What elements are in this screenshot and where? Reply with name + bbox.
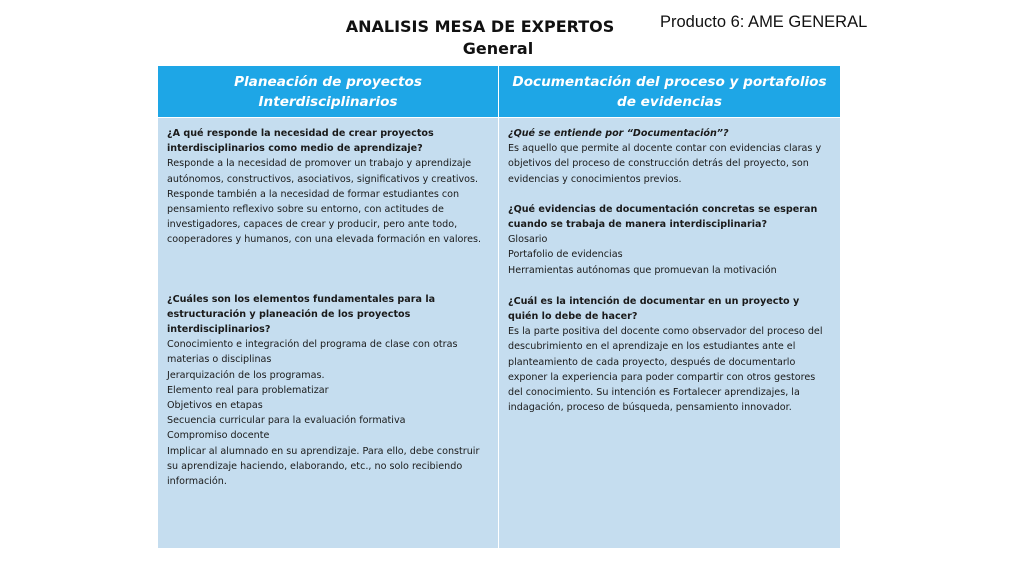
list-item: Glosario — [508, 234, 548, 246]
list-item: Portafolio de evidencias — [508, 249, 623, 261]
column-header-documentacion-text: Documentación del proceso y portafolios de evidencias — [512, 73, 827, 110]
list-item: Herramientas autónomas que promuevan la motivación — [508, 264, 777, 276]
list-item: Secuencia curricular para la evaluación formativa — [167, 415, 406, 427]
list-item: Jerarquización de los programas. — [167, 369, 325, 381]
documentacion-answer-1: Es aquello que permite al docente contar con evidencias claras y objetivos del proceso de construcción detrás del proyecto, son evidencias y conocimientos previos. — [508, 143, 822, 185]
experts-table — [158, 66, 840, 548]
planeacion-question-2: ¿Cuáles son los elementos fundamentales para la estructuración y planeación de los proyectos interdisciplinarios? — [167, 293, 436, 336]
list-item: Elemento real para problematizar — [167, 384, 329, 396]
documentacion-cell — [499, 117, 840, 548]
list-item: Conocimiento e integración del programa de clase con otras materias o disciplinas — [167, 339, 458, 366]
title-line-2: General — [462, 39, 534, 58]
planeacion-answer-1: Responde a la necesidad de promover un trabajo y aprendizaje autónomos, constructivos, asociativos, significativos y creativos. Responde también a la necesidad de formar estudiantes con pensamiento reflexivo sobre su entorno, con actitudes de investigadores, capaces de crear y producir, pero ante todo, cooperadores y humanos, con una elevada formación en valores. — [167, 158, 482, 246]
planeacion-cell — [158, 117, 499, 548]
documentacion-answer-3: Es la parte positiva del docente como observador del proceso del descubrimiento en el aprendizaje en los estudiantes ante el planteamiento de cada proyecto, después de documentarlo exponer la experiencia para poder compartir con otros gestores del conocimiento. Su intención es Fortalecer aprendizajes, la indagación, proceso de búsqueda, pensamiento innovador. — [508, 326, 823, 414]
column-header-documentacion — [499, 66, 840, 117]
product-label: Producto 6: AME GENERAL — [660, 13, 868, 31]
documentacion-question-3: ¿Cuál es la intención de documentar en un proyecto y quién lo debe de hacer? — [508, 295, 800, 323]
documentacion-question-2: ¿Qué evidencias de documentación concretas se esperan cuando se trabaja de manera interdisciplinaria? — [508, 203, 818, 231]
column-header-planeacion — [158, 66, 499, 117]
document-title — [340, 16, 620, 60]
planeacion-question-1: ¿A qué responde la necesidad de crear proyectos interdisciplinarios como medio de aprendizaje? — [167, 128, 434, 155]
documentacion-question-1: ¿Qué se entiende por “Documentación”? — [508, 128, 729, 139]
list-item: Compromiso docente — [167, 430, 270, 442]
list-item: Implicar al alumnado en su aprendizaje. Para ello, debe construir su aprendizaje haciendo, elaborando, etc., no solo recibiendo información. — [167, 445, 480, 488]
list-item: Objetivos en etapas — [167, 400, 263, 412]
title-line-1: ANALISIS MESA DE EXPERTOS — [345, 17, 615, 36]
column-header-planeacion-text: Planeación de proyectos Interdisciplinarios — [234, 73, 422, 110]
